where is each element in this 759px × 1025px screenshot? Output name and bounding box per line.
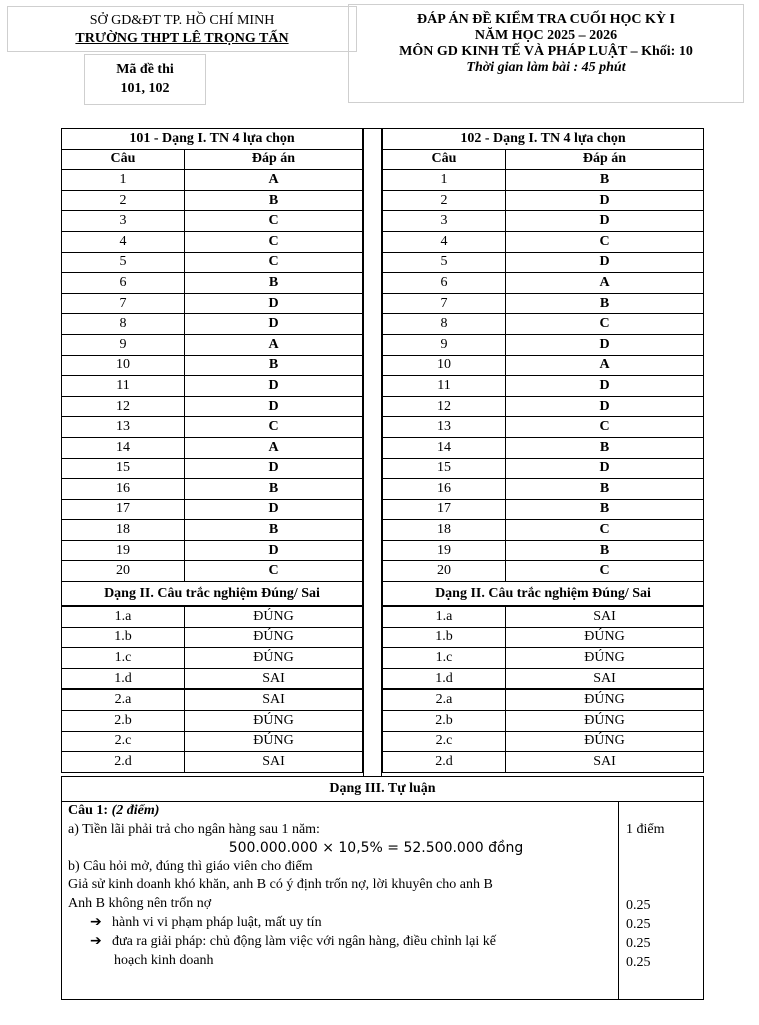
answer-table-101 bbox=[61, 128, 363, 773]
table-row bbox=[383, 314, 704, 335]
question-number: 17 bbox=[62, 499, 185, 520]
table-row bbox=[62, 752, 363, 773]
answer-cell: A bbox=[185, 437, 363, 458]
answer-cell: D bbox=[506, 376, 704, 397]
column-header: Đáp án bbox=[506, 149, 704, 170]
answer-cell: D bbox=[506, 190, 704, 211]
statement-label: 2.c bbox=[62, 731, 185, 752]
answer-cell: B bbox=[185, 355, 363, 376]
table-row bbox=[383, 252, 704, 273]
question-number: 20 bbox=[62, 561, 185, 582]
essay-answer bbox=[62, 801, 624, 999]
table-row bbox=[62, 540, 363, 561]
table-header-row bbox=[383, 149, 704, 170]
score-column bbox=[618, 801, 703, 999]
answer-cell: B bbox=[506, 437, 704, 458]
statement-label: 1.b bbox=[383, 627, 506, 648]
essay-title: Dạng III. Tự luận bbox=[62, 777, 703, 802]
question-number: 20 bbox=[383, 561, 506, 582]
score-item: 0.25 bbox=[626, 955, 651, 970]
arrow-right-icon: ➔ bbox=[90, 933, 102, 949]
table-header-row bbox=[62, 149, 363, 170]
answer-cell: D bbox=[506, 458, 704, 479]
answer-cell: D bbox=[185, 314, 363, 335]
column-header: Đáp án bbox=[185, 149, 363, 170]
answer-cell: B bbox=[506, 293, 704, 314]
answer-cell: B bbox=[506, 479, 704, 500]
true-false-cell: SAI bbox=[506, 752, 704, 773]
question-number: 8 bbox=[383, 314, 506, 335]
question-number: 19 bbox=[62, 540, 185, 561]
table-row bbox=[62, 334, 363, 355]
true-false-cell: ĐÚNG bbox=[185, 606, 363, 627]
table-row bbox=[383, 170, 704, 191]
bullet-continuation: hoạch kinh doanh bbox=[114, 953, 214, 968]
question-number: 9 bbox=[383, 334, 506, 355]
table-row bbox=[62, 231, 363, 252]
answer-cell: B bbox=[185, 273, 363, 294]
bullet-text: hành vi vi phạm pháp luật, mất uy tín bbox=[112, 915, 322, 930]
table-row bbox=[383, 417, 704, 438]
answer-cell: D bbox=[185, 540, 363, 561]
essay-section bbox=[61, 776, 704, 1000]
table-row bbox=[383, 231, 704, 252]
table-row bbox=[383, 520, 704, 541]
answer-cell: B bbox=[506, 170, 704, 191]
table-row bbox=[62, 458, 363, 479]
question-number: 7 bbox=[62, 293, 185, 314]
statement-label: 2.a bbox=[62, 689, 185, 710]
statement-label: 2.d bbox=[62, 752, 185, 773]
table-row bbox=[383, 648, 704, 669]
answer-a-text: a) Tiền lãi phải trả cho ngân hàng sau 1 năm: bbox=[68, 822, 320, 837]
question-number: 7 bbox=[383, 293, 506, 314]
table-row bbox=[62, 627, 363, 648]
subject-line: MÔN GD KINH TẾ VÀ PHÁP LUẬT – Khối: 10 bbox=[399, 44, 693, 59]
statement-label: 1.d bbox=[383, 668, 506, 689]
score-item: 0.25 bbox=[626, 917, 651, 932]
question-number: 10 bbox=[62, 355, 185, 376]
table-row bbox=[383, 499, 704, 520]
question-number: 17 bbox=[383, 499, 506, 520]
question-number: 18 bbox=[62, 520, 185, 541]
question-number: 8 bbox=[62, 314, 185, 335]
table-row bbox=[383, 273, 704, 294]
question-number: 15 bbox=[62, 458, 185, 479]
table-row bbox=[62, 437, 363, 458]
true-false-cell: ĐÚNG bbox=[506, 731, 704, 752]
table-title-row bbox=[383, 129, 704, 150]
question-number: 2 bbox=[62, 190, 185, 211]
table-row bbox=[62, 606, 363, 627]
statement-label: 1.b bbox=[62, 627, 185, 648]
score-item: 0.25 bbox=[626, 936, 651, 951]
table-row bbox=[383, 334, 704, 355]
table-row bbox=[383, 437, 704, 458]
table-title-row bbox=[62, 129, 363, 150]
answer-cell: C bbox=[185, 252, 363, 273]
statement-label: 2.a bbox=[383, 689, 506, 710]
table-row bbox=[383, 355, 704, 376]
table-row bbox=[62, 273, 363, 294]
column-header: Câu bbox=[62, 149, 185, 170]
answer-cell: C bbox=[185, 211, 363, 232]
statement-label: 1.a bbox=[383, 606, 506, 627]
question-1-label: Câu 1: bbox=[68, 803, 112, 818]
answer-table-102 bbox=[382, 128, 704, 773]
answer-cell: A bbox=[506, 273, 704, 294]
bullet-text: đưa ra giải pháp: chủ động làm việc với ngân hàng, điều chỉnh lại kế bbox=[112, 934, 496, 949]
statement-label: 2.b bbox=[62, 711, 185, 732]
question-number: 5 bbox=[62, 252, 185, 273]
table-row bbox=[383, 458, 704, 479]
question-number: 2 bbox=[383, 190, 506, 211]
answer-cell: D bbox=[185, 458, 363, 479]
true-false-cell: ĐÚNG bbox=[185, 648, 363, 669]
question-number: 14 bbox=[62, 437, 185, 458]
table-title: 102 - Dạng I. TN 4 lựa chọn bbox=[383, 129, 704, 150]
answer-cell: C bbox=[506, 314, 704, 335]
answer-cell: D bbox=[185, 376, 363, 397]
question-number: 14 bbox=[383, 437, 506, 458]
answer-cell: A bbox=[506, 355, 704, 376]
table-row bbox=[383, 293, 704, 314]
table-row bbox=[383, 479, 704, 500]
true-false-cell: ĐÚNG bbox=[506, 689, 704, 710]
statement-label: 2.c bbox=[383, 731, 506, 752]
table-row bbox=[383, 211, 704, 232]
table-row bbox=[62, 293, 363, 314]
arrow-right-icon: ➔ bbox=[90, 914, 102, 930]
answer-cell: D bbox=[185, 293, 363, 314]
table-row bbox=[383, 561, 704, 582]
table-row bbox=[62, 252, 363, 273]
table-row bbox=[383, 606, 704, 627]
answer-cell: D bbox=[506, 396, 704, 417]
answer-cell: C bbox=[506, 417, 704, 438]
question-number: 10 bbox=[383, 355, 506, 376]
table-row bbox=[62, 355, 363, 376]
answer-cell: D bbox=[506, 334, 704, 355]
true-false-cell: SAI bbox=[506, 606, 704, 627]
exam-title-header bbox=[348, 4, 744, 103]
question-number: 4 bbox=[62, 231, 185, 252]
answer-cell: C bbox=[185, 231, 363, 252]
statement-label: 2.b bbox=[383, 711, 506, 732]
answer-cell: A bbox=[185, 334, 363, 355]
section-title: Dạng II. Câu trắc nghiệm Đúng/ Sai bbox=[62, 582, 363, 607]
question-number: 5 bbox=[383, 252, 506, 273]
answer-cell: B bbox=[185, 479, 363, 500]
table-row bbox=[62, 479, 363, 500]
question-number: 15 bbox=[383, 458, 506, 479]
statement-label: 1.a bbox=[62, 606, 185, 627]
question-number: 6 bbox=[62, 273, 185, 294]
table-divider bbox=[363, 128, 382, 129]
true-false-cell: ĐÚNG bbox=[185, 731, 363, 752]
bullet-item bbox=[68, 913, 624, 932]
school-header bbox=[7, 6, 357, 52]
statement-label: 1.c bbox=[62, 648, 185, 669]
statement-label: 2.d bbox=[383, 752, 506, 773]
question-number: 12 bbox=[62, 396, 185, 417]
answer-a-formula: 500.000.000 × 10,5% = 52.500.000 đồng bbox=[228, 840, 524, 856]
table-row bbox=[383, 396, 704, 417]
answer-cell: A bbox=[185, 170, 363, 191]
table-row bbox=[383, 752, 704, 773]
question-number: 12 bbox=[383, 396, 506, 417]
table-row bbox=[383, 711, 704, 732]
exam-code-value: 101, 102 bbox=[120, 81, 170, 96]
question-number: 11 bbox=[383, 376, 506, 397]
question-number: 9 bbox=[62, 334, 185, 355]
answer-cell: B bbox=[506, 499, 704, 520]
question-number: 16 bbox=[383, 479, 506, 500]
question-number: 11 bbox=[62, 376, 185, 397]
table-row bbox=[62, 190, 363, 211]
answer-cell: D bbox=[506, 211, 704, 232]
question-number: 18 bbox=[383, 520, 506, 541]
answer-cell: C bbox=[506, 520, 704, 541]
table-row bbox=[62, 711, 363, 732]
table-row bbox=[62, 314, 363, 335]
table-row bbox=[383, 668, 704, 689]
statement-label: 1.d bbox=[62, 668, 185, 689]
exam-code-box bbox=[84, 54, 206, 105]
answer-cell: B bbox=[185, 520, 363, 541]
question-number: 16 bbox=[62, 479, 185, 500]
bullet-item bbox=[68, 932, 624, 951]
table-row bbox=[62, 170, 363, 191]
table-row bbox=[62, 376, 363, 397]
answer-cell: C bbox=[185, 417, 363, 438]
true-false-cell: ĐÚNG bbox=[185, 627, 363, 648]
answer-cell: C bbox=[506, 231, 704, 252]
question-number: 6 bbox=[383, 273, 506, 294]
table-row bbox=[62, 499, 363, 520]
answer-cell: B bbox=[506, 540, 704, 561]
table-title: 101 - Dạng I. TN 4 lựa chọn bbox=[62, 129, 363, 150]
table-row bbox=[62, 689, 363, 710]
true-false-cell: SAI bbox=[185, 689, 363, 710]
school-year: NĂM HỌC 2025 – 2026 bbox=[474, 28, 618, 43]
true-false-cell: SAI bbox=[506, 668, 704, 689]
table-row bbox=[62, 561, 363, 582]
table-row bbox=[383, 731, 704, 752]
question-number: 19 bbox=[383, 540, 506, 561]
question-number: 4 bbox=[383, 231, 506, 252]
score-item: 0.25 bbox=[626, 898, 651, 913]
true-false-cell: ĐÚNG bbox=[506, 648, 704, 669]
true-false-cell: ĐÚNG bbox=[506, 627, 704, 648]
column-header: Câu bbox=[383, 149, 506, 170]
answer-cell: D bbox=[185, 499, 363, 520]
answer-cell: C bbox=[506, 561, 704, 582]
table-row bbox=[62, 396, 363, 417]
true-false-cell: SAI bbox=[185, 668, 363, 689]
exam-code-label: Mã đề thi bbox=[116, 62, 174, 77]
table-row bbox=[62, 417, 363, 438]
question-number: 3 bbox=[62, 211, 185, 232]
true-false-cell: ĐÚNG bbox=[185, 711, 363, 732]
time-limit: Thời gian làm bài : 45 phút bbox=[466, 60, 626, 75]
question-number: 1 bbox=[62, 170, 185, 191]
true-false-cell: ĐÚNG bbox=[506, 711, 704, 732]
question-number: 13 bbox=[383, 417, 506, 438]
question-number: 1 bbox=[383, 170, 506, 191]
answer-cell: B bbox=[185, 190, 363, 211]
section-title-row bbox=[62, 582, 363, 607]
table-row bbox=[383, 190, 704, 211]
question-number: 3 bbox=[383, 211, 506, 232]
answer-cell: D bbox=[185, 396, 363, 417]
school-name: TRƯỜNG THPT LÊ TRỌNG TẤN bbox=[75, 31, 289, 46]
question-1-heading bbox=[68, 801, 624, 820]
advice-text: Anh B không nên trốn nợ bbox=[68, 896, 212, 911]
table-divider bbox=[363, 128, 364, 776]
department-name: SỞ GD&ĐT TP. HỒ CHÍ MINH bbox=[89, 13, 275, 28]
table-row bbox=[383, 540, 704, 561]
true-false-cell: SAI bbox=[185, 752, 363, 773]
statement-label: 1.c bbox=[383, 648, 506, 669]
answer-b-text: b) Câu hỏi mở, đúng thì giáo viên cho điểm bbox=[68, 859, 313, 874]
question-1-points: (2 điểm) bbox=[111, 803, 160, 818]
scenario-text: Giả sử kinh doanh khó khăn, anh B có ý định trốn nợ, lời khuyên cho anh B bbox=[68, 877, 493, 892]
table-row bbox=[383, 376, 704, 397]
section-title-row bbox=[383, 582, 704, 607]
section-title: Dạng II. Câu trắc nghiệm Đúng/ Sai bbox=[383, 582, 704, 607]
table-row bbox=[383, 627, 704, 648]
score-a: 1 điểm bbox=[626, 822, 665, 837]
table-row bbox=[62, 668, 363, 689]
answer-cell: C bbox=[185, 561, 363, 582]
table-row bbox=[383, 689, 704, 710]
table-row bbox=[62, 211, 363, 232]
table-row bbox=[62, 731, 363, 752]
answer-cell: D bbox=[506, 252, 704, 273]
table-row bbox=[62, 648, 363, 669]
table-row bbox=[62, 520, 363, 541]
question-number: 13 bbox=[62, 417, 185, 438]
exam-title: ĐÁP ÁN ĐỀ KIỂM TRA CUỐI HỌC KỲ I bbox=[417, 12, 675, 27]
